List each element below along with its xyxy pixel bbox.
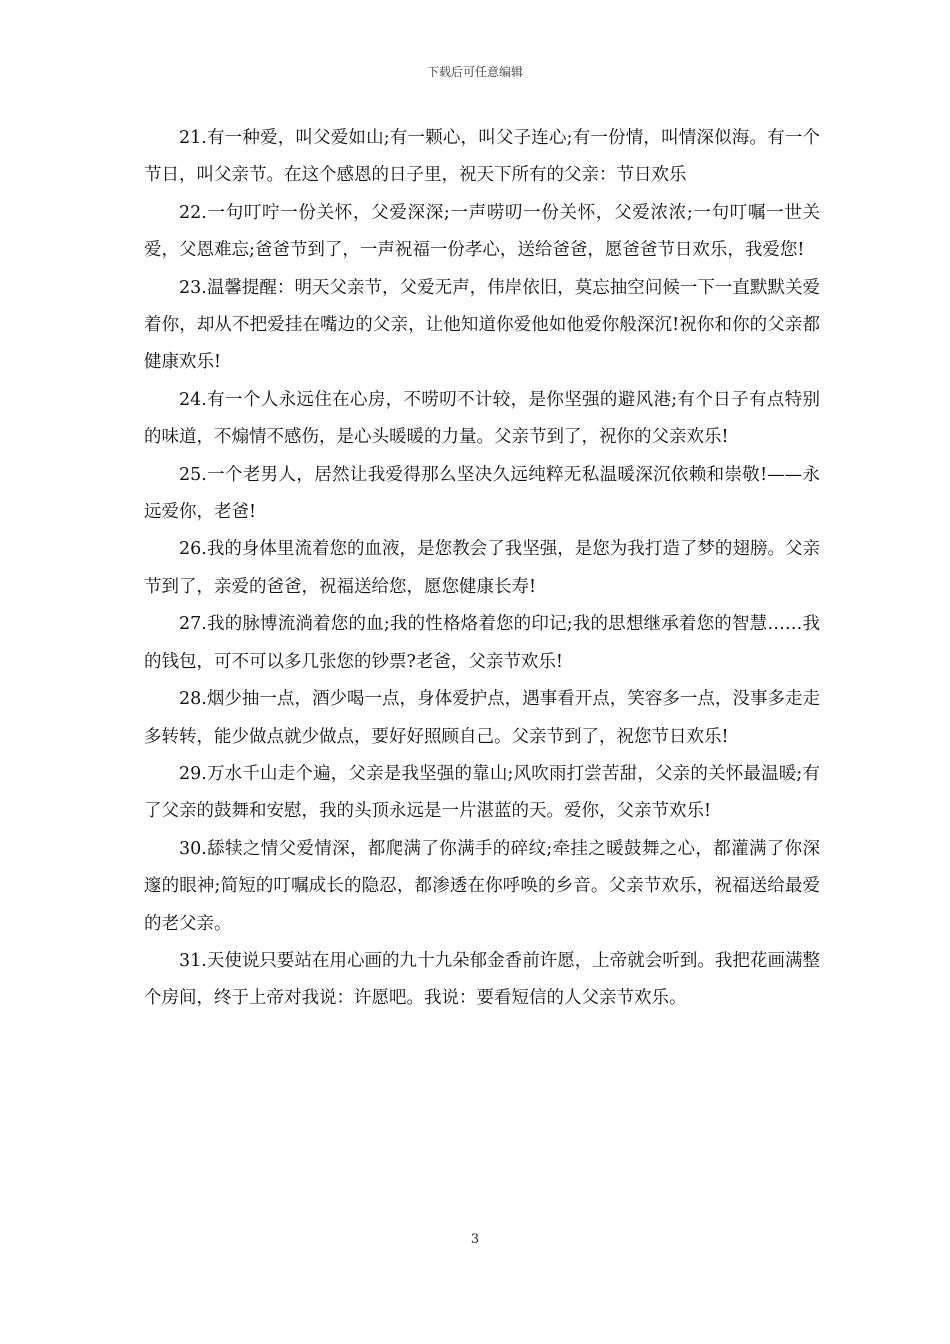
paragraph-29: 29.万水千山走个遍，父亲是我坚强的靠山;风吹雨打尝苦甜，父亲的关怀最温暖;有了父亲的鼓舞和安慰，我的头顶永远是一片湛蓝的天。爱你，父亲节欢乐! <box>144 763 820 822</box>
paragraph-24: 24.有一个人永远住在心房，不唠叨不计较，是你坚强的避风港;有个日子有点特别的味道，不煽情不感伤，是心头暖暖的力量。父亲节到了，祝你的父亲欢乐! <box>144 389 820 448</box>
page-header: 下载后可任意编辑 <box>426 65 523 79</box>
paragraph-21: 21.有一种爱，叫父爱如山;有一颗心，叫父子连心;有一份情，叫情深似海。有一个节日，叫父亲节。在这个感恩的日子里，祝天下所有的父亲：节日欢乐 <box>144 128 820 186</box>
paragraph-28: 28.烟少抽一点，酒少喝一点，身体爱护点，遇事看开点，笑容多一点，没事多走走多转转，能少做点就少做点，要好好照顾自己。父亲节到了，祝您节日欢乐! <box>144 689 820 747</box>
paragraph-23: 23.温馨提醒：明天父亲节，父爱无声，伟岸依旧，莫忘抽空问候一下一直默默关爱着你，却从不把爱挂在嘴边的父亲，让他知道你爱他如他爱你般深沉!祝你和你的父亲都健康欢乐! <box>144 277 820 373</box>
paragraph-30: 30.舔犊之情父爱情深，都爬满了你满手的碎纹;牵挂之暖鼓舞之心，都灌满了你深邃的眼神;简短的叮嘱成长的隐忍，都渗透在你呼唤的乡音。父亲节欢乐，祝福送给最爱的老父亲。 <box>144 838 820 934</box>
paragraph-26: 26.我的身体里流着您的血液，是您教会了我坚强，是您为我打造了梦的翅膀。父亲节到了，亲爱的爸爸，祝福送给您，愿您健康长寿! <box>144 539 820 597</box>
document-body <box>144 120 820 1018</box>
paragraph-22: 22.一句叮咛一份关怀，父爱深深;一声唠叨一份关怀，父爱浓浓;一句叮嘱一世关爱，父恩难忘;爸爸节到了，一声祝福一份孝心，送给爸爸，愿爸爸节日欢乐，我爱您! <box>144 202 820 261</box>
page-number: 3 <box>470 1232 480 1247</box>
paragraph-27: 27.我的脉博流淌着您的血;我的性格烙着您的印记;我的思想继承着您的智慧……我的钱包，可不可以多几张您的钞票?老爸，父亲节欢乐! <box>144 614 820 672</box>
paragraph-31: 31.天使说只要站在用心画的九十九朵郁金香前许愿，上帝就会听到。我把花画满整个房间，终于上帝对我说：许愿吧。我说：要看短信的人父亲节欢乐。 <box>144 950 820 1009</box>
paragraph-25: 25.一个老男人，居然让我爱得那么坚决久远纯粹无私温暖深沉依赖和崇敬!——永远爱你，老爸! <box>144 464 820 523</box>
